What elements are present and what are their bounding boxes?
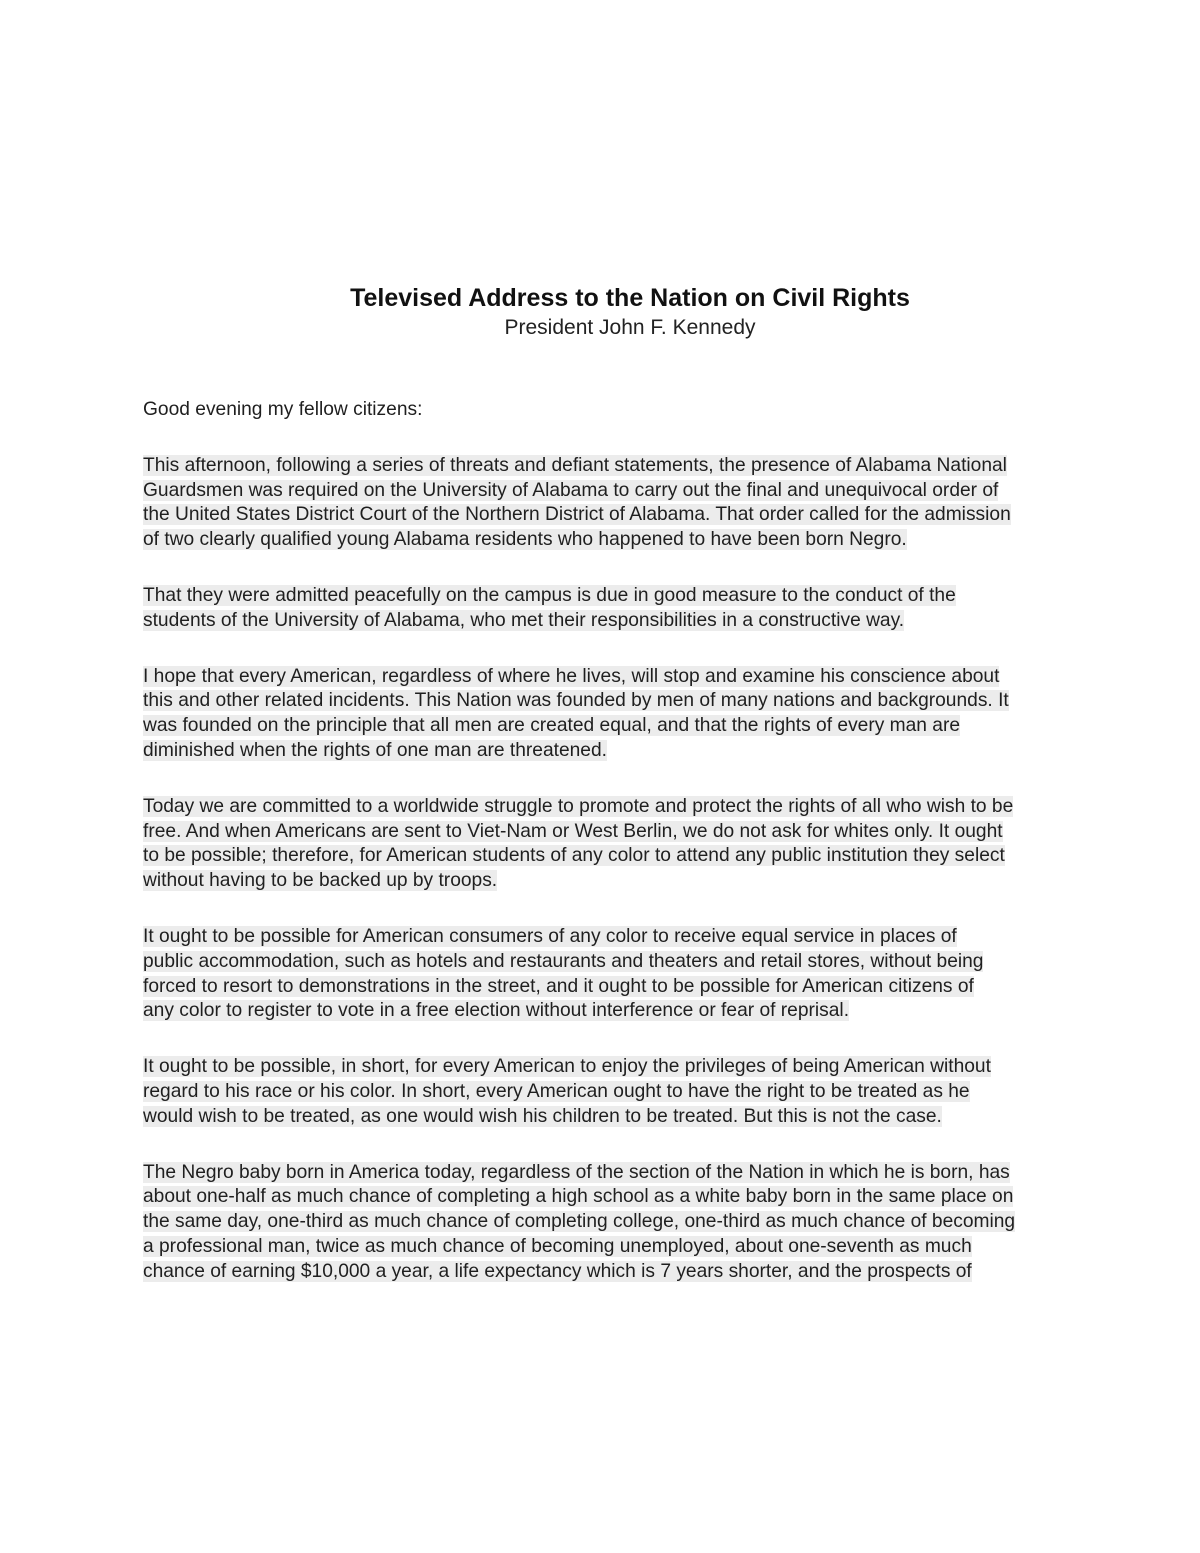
paragraph: [143, 584, 1123, 634]
paragraph-line: [143, 975, 1123, 1000]
highlighted-text: regard to his race or his color. In short, every American ought to have the right to be treated as he: [143, 1080, 970, 1102]
paragraph-line: [143, 844, 1123, 869]
paragraph-line: [143, 820, 1123, 845]
highlighted-text: any color to register to vote in a free election without interference or fear of reprisal.: [143, 1000, 850, 1022]
paragraph-line: [143, 714, 1123, 739]
highlighted-text: would wish to be treated, as one would wish his children to be treated. But this is not the case.: [143, 1105, 942, 1127]
document-body: [143, 398, 1123, 1316]
highlighted-text: chance of earning $10,000 a year, a life expectancy which is 7 years shorter, and the prospects of: [143, 1260, 972, 1282]
highlighted-text: the same day, one-third as much chance of completing college, one-third as much chance of becoming: [143, 1211, 1016, 1233]
highlighted-text: Guardsmen was required on the University of Alabama to carry out the final and unequivocal order of: [143, 479, 999, 501]
paragraph-line: [143, 1105, 1123, 1130]
highlighted-text: It ought to be possible, in short, for every American to enjoy the privileges of being American without: [143, 1056, 991, 1078]
highlighted-text: public accommodation, such as hotels and restaurants and theaters and retail stores, without being: [143, 950, 984, 972]
paragraph-line: [143, 795, 1123, 820]
paragraph: [143, 1055, 1123, 1129]
paragraph: [143, 454, 1123, 553]
highlighted-text: was founded on the principle that all men are created equal, and that the rights of every man are: [143, 715, 961, 737]
highlighted-text: Today we are committed to a worldwide struggle to promote and protect the rights of all who wish to be: [143, 795, 1014, 817]
highlighted-text: the United States District Court of the Northern District of Alabama. That order called for the admission: [143, 504, 1011, 526]
highlighted-text: I hope that every American, regardless of where he lives, will stop and examine his conscience about: [143, 665, 1000, 687]
paragraph-line: [143, 1080, 1123, 1105]
paragraph: [143, 665, 1123, 764]
paragraph-line: [143, 1235, 1123, 1260]
paragraph: [143, 1161, 1123, 1285]
paragraph-line: [143, 528, 1123, 553]
paragraph-line: [143, 1210, 1123, 1235]
paragraph-line: [143, 689, 1123, 714]
paragraph-line: [143, 454, 1123, 479]
highlighted-text: without having to be backed up by troops.: [143, 870, 498, 892]
highlighted-text: about one-half as much chance of completing a high school as a white baby born in the same place on: [143, 1186, 1014, 1208]
highlighted-text: The Negro baby born in America today, regardless of the section of the Nation in which he is born, has: [143, 1161, 1010, 1183]
paragraph: [143, 795, 1123, 894]
greeting: Good evening my fellow citizens:: [143, 399, 423, 420]
paragraph-line: [143, 479, 1123, 504]
paragraph-line: [143, 739, 1123, 764]
paragraph-line: [143, 1161, 1123, 1186]
paragraph-line: [143, 1260, 1123, 1285]
highlighted-text: diminished when the rights of one man are threatened.: [143, 739, 607, 761]
highlighted-text: free. And when Americans are sent to Viet-Nam or West Berlin, we do not ask for whites only. It ought: [143, 820, 1003, 842]
highlighted-text: students of the University of Alabama, who met their responsibilities in a constructive way.: [143, 609, 905, 631]
highlighted-text: to be possible; therefore, for American students of any color to attend any public institution they select: [143, 845, 1005, 867]
document-header: [0, 282, 1200, 342]
highlighted-text: That they were admitted peacefully on the campus is due in good measure to the conduct of the: [143, 584, 956, 606]
paragraph-line: [143, 609, 1123, 634]
document-subtitle: President John F. Kennedy: [504, 316, 756, 339]
highlighted-text: this and other related incidents. This Nation was founded by men of many nations and backgrounds. It: [143, 690, 1009, 712]
paragraph-line: [143, 665, 1123, 690]
highlighted-text: of two clearly qualified young Alabama residents who happened to have been born Negro.: [143, 529, 907, 551]
paragraph-line: [143, 925, 1123, 950]
highlighted-text: It ought to be possible for American consumers of any color to receive equal service in places of: [143, 925, 957, 947]
highlighted-text: a professional man, twice as much chance of becoming unemployed, about one-seventh as much: [143, 1235, 972, 1257]
paragraph-line: [143, 503, 1123, 528]
paragraph-list: [143, 454, 1123, 1285]
paragraph-line: [143, 869, 1123, 894]
highlighted-text: forced to resort to demonstrations in the street, and it ought to be possible for American citizens of: [143, 975, 974, 997]
paragraph-line: [143, 999, 1123, 1024]
document-title: Televised Address to the Nation on Civil Rights: [350, 284, 910, 312]
paragraph-line: [143, 950, 1123, 975]
paragraph: [143, 925, 1123, 1024]
highlighted-text: This afternoon, following a series of threats and defiant statements, the presence of Alabama National: [143, 454, 1007, 476]
paragraph-line: [143, 584, 1123, 609]
paragraph-line: [143, 1185, 1123, 1210]
paragraph-line: [143, 1055, 1123, 1080]
